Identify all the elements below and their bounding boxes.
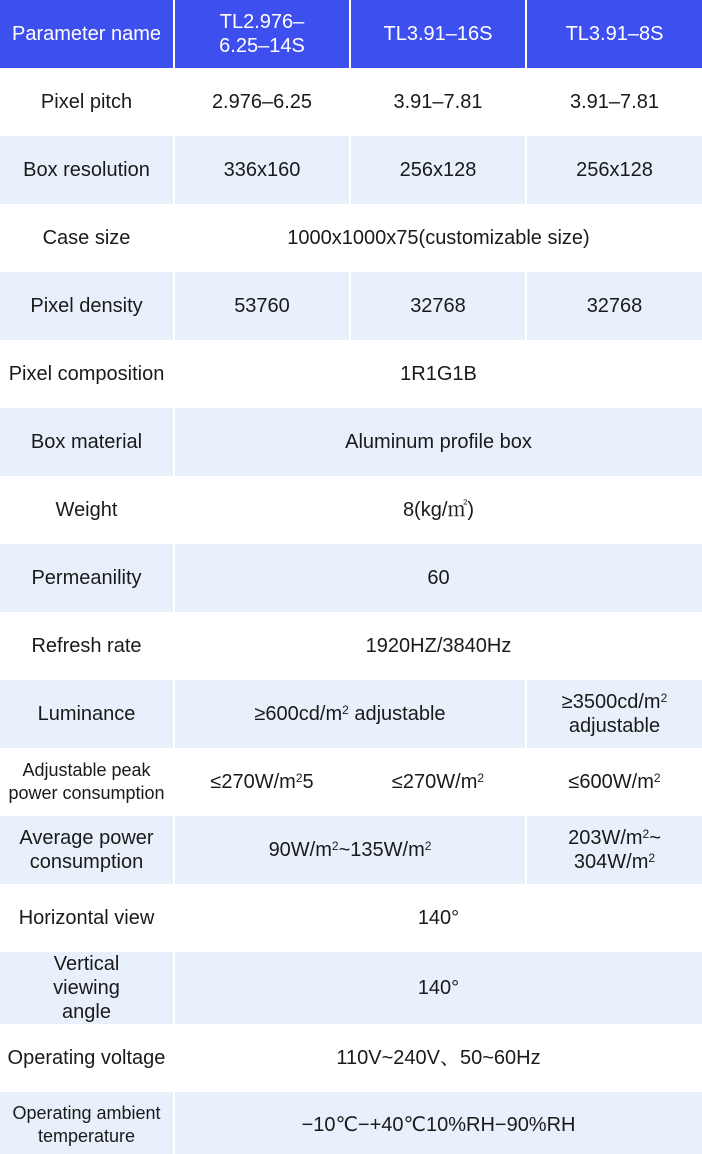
cell-value: 1920HZ/3840Hz	[175, 612, 702, 680]
cell-value	[527, 680, 702, 748]
row-label: Operating voltage	[0, 1024, 175, 1092]
value-text: 90W/m	[268, 839, 332, 861]
value-text: ≥3500cd/m	[561, 691, 661, 713]
cell-value: 140°	[175, 952, 702, 1024]
row-label: Weight	[0, 476, 175, 544]
row-luminance	[0, 680, 702, 748]
row-label: Pixel composition	[0, 340, 175, 408]
row-permeanility	[0, 544, 702, 612]
row-case-size	[0, 204, 702, 272]
value-text: adjustable	[348, 703, 446, 725]
cell-value	[527, 748, 702, 816]
cell-value: 60	[175, 544, 702, 612]
cell-value	[351, 748, 527, 816]
cell-value: 3.91–7.81	[351, 68, 527, 136]
cell-value: 1000x1000x75(customizable size)	[175, 204, 702, 272]
row-label: Permeanility	[0, 544, 175, 612]
value-text: ~	[649, 827, 661, 849]
superscript: 2	[660, 691, 668, 705]
cell-value: −10℃−+40℃10%RH−90%RH	[175, 1092, 702, 1154]
superscript: 2	[331, 839, 339, 853]
cell-value	[527, 816, 702, 884]
header-row	[0, 0, 702, 68]
superscript: 2	[295, 771, 303, 785]
cell-value: 256x128	[351, 136, 527, 204]
cell-value	[175, 680, 527, 748]
cell-value: 32768	[351, 272, 527, 340]
row-label: Case size	[0, 204, 175, 272]
row-label: Box resolution	[0, 136, 175, 204]
row-ambient-temperature	[0, 1092, 702, 1154]
value-text: adjustable	[568, 715, 661, 737]
cell-value: 32768	[527, 272, 702, 340]
value-text: ≤600W/m	[568, 771, 654, 793]
cell-value: 8(kg/㎡)	[175, 476, 702, 544]
row-pixel-composition	[0, 340, 702, 408]
row-operating-voltage	[0, 1024, 702, 1092]
row-box-material	[0, 408, 702, 476]
row-label: Average power consumption	[0, 816, 175, 884]
row-label: Luminance	[0, 680, 175, 748]
header-model-3: TL3.91–8S	[527, 0, 702, 68]
superscript: 2	[648, 851, 656, 865]
cell-value	[175, 816, 527, 884]
row-label: Pixel density	[0, 272, 175, 340]
superscript: 2	[653, 771, 661, 785]
row-label: Pixel pitch	[0, 68, 175, 136]
row-label: Horizontal view	[0, 884, 175, 952]
value-text: ≤270W/m	[210, 771, 296, 793]
value-text: 5	[302, 771, 314, 793]
row-pixel-density	[0, 272, 702, 340]
header-parameter-name: Parameter name	[0, 0, 175, 68]
value-text: 203W/m	[568, 827, 643, 849]
value-text: ≥600cd/m	[254, 703, 343, 725]
row-pixel-pitch	[0, 68, 702, 136]
superscript: 2	[642, 827, 650, 841]
header-model-2: TL3.91–16S	[351, 0, 527, 68]
row-vertical-view	[0, 952, 702, 1024]
header-model-1: TL2.976–6.25–14S	[175, 0, 351, 68]
cell-value: 256x128	[527, 136, 702, 204]
row-box-resolution	[0, 136, 702, 204]
cell-value: 110V~240V、50~60Hz	[175, 1024, 702, 1092]
row-average-power	[0, 816, 702, 884]
superscript: 2	[424, 839, 432, 853]
value-text: ≤270W/m	[391, 771, 478, 793]
row-label: Adjustable peak power consumption	[0, 748, 175, 816]
row-peak-power	[0, 748, 702, 816]
cell-value: 53760	[175, 272, 351, 340]
superscript: 2	[477, 771, 485, 785]
row-label: Box material	[0, 408, 175, 476]
cell-value	[175, 748, 351, 816]
row-refresh-rate	[0, 612, 702, 680]
cell-value: 1R1G1B	[175, 340, 702, 408]
value-text: 304W/m	[573, 851, 649, 873]
cell-value: 140°	[175, 884, 702, 952]
row-label: Refresh rate	[0, 612, 175, 680]
value-text: ~135W/m	[338, 839, 425, 861]
cell-value: Aluminum profile box	[175, 408, 702, 476]
cell-value: 2.976–6.25	[175, 68, 351, 136]
cell-value: 336x160	[175, 136, 351, 204]
superscript: 2	[342, 703, 349, 717]
row-weight	[0, 476, 702, 544]
row-label: Operating ambient temperature	[0, 1092, 175, 1154]
row-label: Vertical viewing angle	[0, 952, 175, 1024]
row-horizontal-view	[0, 884, 702, 952]
cell-value: 3.91–7.81	[527, 68, 702, 136]
